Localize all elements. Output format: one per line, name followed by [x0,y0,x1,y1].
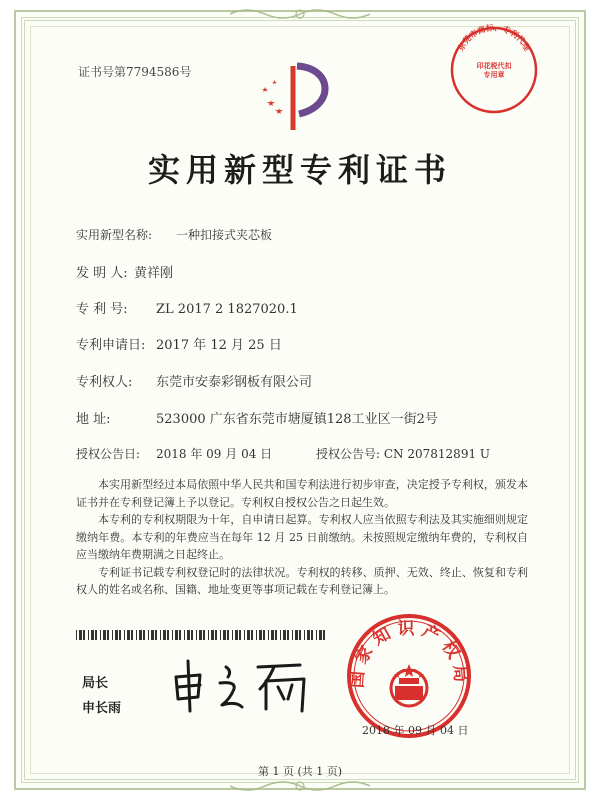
svg-text:东莞市商标、专利代理 [455,24,532,53]
barcode-bar [319,630,322,640]
barcode-bar [131,630,133,640]
body-paragraph-1: 本实用新型经过本局依照中华人民共和国专利法进行初步审查，决定授予专利权，颁发本证书并在专利登记簿上予以登记。专利权自授权公告之日起生效。 [76,478,528,509]
barcode-bar [160,630,161,640]
barcode-bar [247,630,250,640]
barcode-bar [307,630,310,640]
barcode-bar [103,630,106,640]
small-seal-center-text: 印花税代扣专用章 [476,62,512,79]
barcode-bar [163,630,166,640]
inventor-value: 黄祥刚 [134,266,174,281]
barcode-bar [196,630,197,640]
barcode-bar [95,630,97,640]
barcode-bar [239,630,241,640]
barcode-bar [191,630,193,640]
barcode-bar [292,630,293,640]
barcode-bar [112,630,113,640]
barcode-bar [148,630,149,640]
patent-office-logo-icon [255,48,345,138]
certificate-number: 证书号第7794586号 [78,65,192,79]
publication-number-label: 授权公告号: [316,447,381,461]
barcode-bar [179,630,181,640]
barcode-bar [91,630,94,640]
utility-model-name-value: 一种扣接式夹芯板 [176,228,273,242]
barcode-bar [124,630,125,640]
barcode-bar [88,630,89,640]
patentee-value: 东莞市安泰彩钢板有限公司 [156,375,313,390]
barcode-bar [223,630,226,640]
state-ip-office-seal [345,612,473,740]
barcode-bar [76,630,77,640]
barcode-bar [107,630,109,640]
director-title: 局长 [82,676,109,691]
barcode-bar [83,630,85,640]
barcode-bar [155,630,157,640]
inventor-row [76,262,173,281]
barcode-bar [304,630,305,640]
barcode [76,630,326,640]
patent-number-value: ZL 2017 2 1827020.1 [156,302,298,317]
barcode-bar [280,630,281,640]
barcode-bar [256,630,257,640]
address-row [76,408,438,427]
barcode-bar [311,630,313,640]
barcode-bar [268,630,269,640]
barcode-bar [172,630,173,640]
barcode-bar [215,630,217,640]
barcode-bar [220,630,221,640]
publication-date-label: 授权公告日: [76,447,141,461]
barcode-bar [203,630,205,640]
barcode-bar [316,630,317,640]
barcode-bar [295,630,298,640]
barcode-bar [259,630,262,640]
barcode-bar [79,630,82,640]
barcode-bar [208,630,209,640]
patentee-row [76,371,312,390]
certificate-body [76,476,528,599]
patent-number-label: 专 利 号: [76,302,128,317]
filing-date-value: 2017 年 12 月 25 日 [156,338,282,353]
filing-date-row [76,334,282,353]
barcode-bar [211,630,214,640]
utility-model-name-row [76,226,272,243]
barcode-bar [167,630,169,640]
patentee-label: 专利权人: [76,375,133,390]
publication-number-value: CN 207812891 U [383,447,491,461]
barcode-bar [283,630,286,640]
barcode-bar [251,630,253,640]
barcode-bar [271,630,274,640]
barcode-bar [235,630,238,640]
barcode-bar [199,630,202,640]
barcode-bar [100,630,101,640]
barcode-bar [244,630,245,640]
patent-number-row [76,298,298,317]
barcode-bar [119,630,121,640]
barcode-bar [175,630,178,640]
barcode-bar [187,630,190,640]
barcode-bar [115,630,118,640]
filing-date-label: 专利申请日: [76,338,146,353]
barcode-bar [127,630,130,640]
barcode-bar [136,630,137,640]
barcode-bar [143,630,145,640]
director-name: 申长雨 [82,701,122,716]
issue-date: 2018 年 09 月 04 日 [362,724,469,737]
small-seal-ring-text: 东莞市商标、专利代理 [456,24,532,53]
barcode-bar [323,630,325,640]
barcode-bar [139,630,142,640]
barcode-bar [232,630,233,640]
barcode-bar [275,630,277,640]
certificate-title: 实用新型专利证书 [147,151,452,189]
tax-stamp-seal [448,24,540,116]
barcode-bar [299,630,301,640]
inventor-label: 发 明 人: [76,266,128,281]
barcode-bar [227,630,229,640]
publication-date-row [76,445,272,462]
publication-date-value: 2018 年 09 月 04 日 [156,447,273,461]
utility-model-name-label: 实用新型名称: [76,228,153,242]
barcode-bar [263,630,265,640]
address-value: 523000 广东省东莞市塘厦镇128工业区一街2号 [156,412,438,427]
body-paragraph-3: 专利证书记载专利权登记时的法律状况。专利权的转移、质押、无效、终止、恢复和专利权人的姓名或名称、国籍、地址变更等事项记载在专利登记簿上。 [76,565,528,596]
barcode-bar [151,630,154,640]
bottom-ornament [230,778,370,794]
body-paragraph-2: 本专利的专利权期限为十年，自申请日起算。专利权人应当依照专利法及其实施细则规定缴纳年费。本专利的年费应当在每年 12 月 25 日前缴纳。未按照规定缴纳年费的，专利权自应当缴纳年费期满之日起终止。 [76,513,528,561]
address-label: 地 址: [76,412,111,427]
barcode-bar [287,630,289,640]
barcode-bar [184,630,185,640]
seal-text: 国家知识产权局 [347,619,471,689]
top-ornament [230,6,370,22]
page-number: 第 1 页 (共 1 页) [257,765,343,778]
publication-number-row [316,445,490,462]
handwritten-signature [170,655,320,715]
